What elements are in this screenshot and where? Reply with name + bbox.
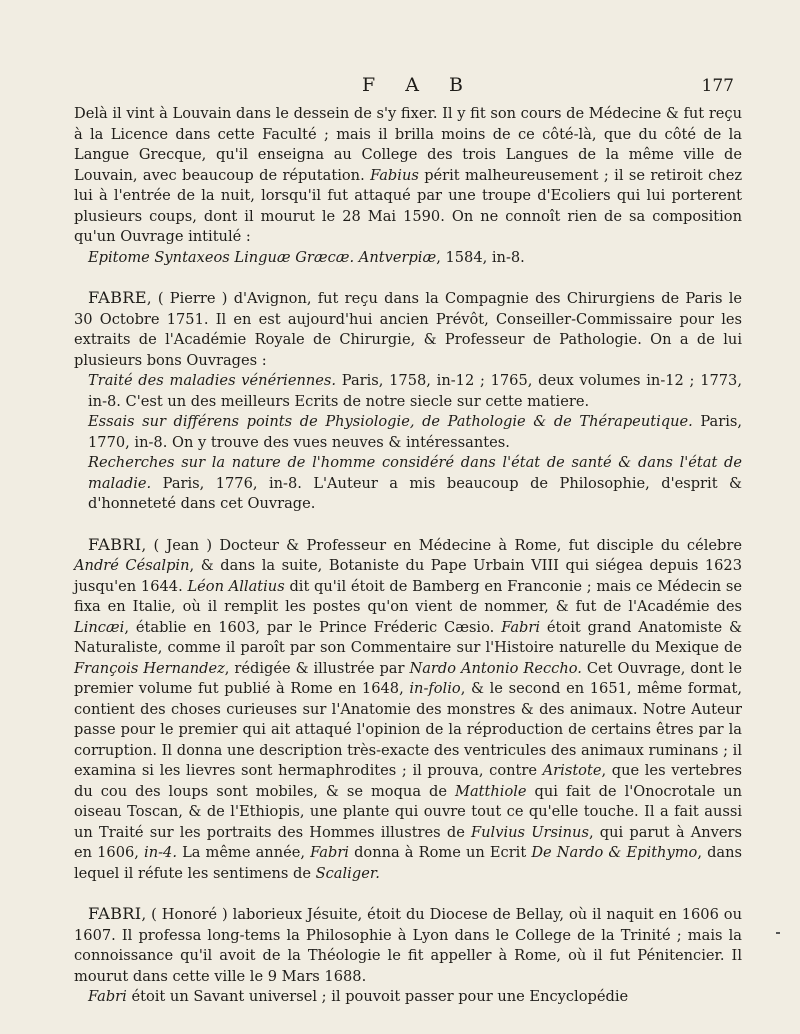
entry-text: , que les vertebres du cou des loups sont mobiles, & se moqua de xyxy=(74,762,743,800)
work-citation xyxy=(74,412,742,453)
entry-text: étoit un Savant universel ; il pouvoit passer pour une Encyclopédie xyxy=(131,988,629,1005)
italic-name: Matthiole xyxy=(455,782,527,800)
work-title: Essais sur différens points de Physiologie, de Pathologie & de Thérapeutique. xyxy=(88,413,693,430)
italic-name: Nardo Antonio Reccho. xyxy=(409,659,582,677)
italic-name: Lincæi xyxy=(74,618,125,636)
italic-name: in-folio xyxy=(409,680,461,697)
entry-fabre xyxy=(74,288,742,371)
page-header xyxy=(0,74,800,104)
entry-text: , & le second en 1651, même format, contient des choses curieuses sur l'Anatomie des monstres & des animaux. Notre Auteur passe pour le premier qui ait attaqué l'opinion de la réproduction de certains êtres par la corruption. Il donna une description très-exacte des ventricules des animaux ruminans ; il examina si les lievres sont hermaphrodites ; il prouva, contre xyxy=(74,680,742,779)
work-details: Paris, 1758, in-12 ; 1765, deux volumes in-12 ; 1773, in-8. C'est un des meilleurs Ecrits de notre siecle sur cette matiere. xyxy=(88,372,742,410)
entry-text: périt malheureusement ; il se retiroit chez lui à l'entrée de la nuit, lorsqu'il fut attaqué par une troupe d'Ecoliers qui lui porterent plusieurs coups, dont il mourut le 28 Mai 1590. On ne connoît rien de sa composition qu'un Ouvrage intitulé : xyxy=(74,166,743,245)
entry-fabri-jean xyxy=(74,535,742,885)
entry-text: , rédigée & illustrée par xyxy=(224,659,405,677)
entry-text: , ( Jean ) Docteur & Professeur en Médecine à Rome, fut disciple du célebre xyxy=(141,536,742,554)
italic-name: Fulvius Ursinus xyxy=(471,823,589,841)
work-details: , 1584, in-8. xyxy=(436,248,525,266)
italic-name: Aristote xyxy=(542,762,602,779)
entry-text: , dans lequel il réfute les sentimens de xyxy=(74,844,743,882)
entry-headword: FABRE xyxy=(88,288,147,307)
entry-text: Cet Ouvrage, dont le premier volume fut publié à Rome en 1648, xyxy=(74,659,742,697)
entry-text: , qui parut à Anvers en 1606, xyxy=(74,823,743,861)
entry-headword: FABRI xyxy=(88,904,142,923)
work-title: Traité des maladies vénériennes. xyxy=(88,372,337,389)
work-citation xyxy=(74,248,742,269)
entry-text: étoit grand Anatomiste & Naturaliste, comme il paroît par son Commentaire sur l'Histoire naturelle du Mexique de xyxy=(74,618,742,656)
entry-fabri-honore-cont xyxy=(74,987,742,1008)
entry-text: , établie en 1603, par le Prince Fréderic Cæsio. xyxy=(124,618,495,636)
work-details: Paris, 1770, in-8. On y trouve des vues neuves & intéressantes. xyxy=(88,413,742,451)
work-details: Paris, 1776, in-8. L'Auteur a mis beaucoup de Philosophie, d'esprit & d'honneteté dans cet Ouvrage. xyxy=(88,474,742,512)
work-citation xyxy=(74,453,742,515)
running-head: F A B xyxy=(362,74,475,96)
entry-text: , & dans la suite, Botaniste du Pape Urbain VIII qui siégea depuis 1623 jusqu'en 1644. xyxy=(74,557,743,595)
entry-text: , ( Pierre ) d'Avignon, fut reçu dans la Compagnie des Chirurgiens de Paris le 30 Octobre 1751. Il en est aujourd'hui ancien Prévôt, Conseiller-Commissaire pour les extraits de l'Académie Royale de Chirurgie, & Professeur de Pathologie. On a de lui plusieurs bons Ouvrages : xyxy=(74,290,742,369)
italic-name: De Nardo & Epithymo xyxy=(531,844,698,861)
italic-name: Fabri xyxy=(310,844,349,861)
italic-name: in-4. xyxy=(144,844,177,861)
work-title: Epitome Syntaxeos Linguæ Græcæ. Antverpiæ xyxy=(88,248,437,266)
text-body xyxy=(74,104,742,1008)
italic-name: André Césalpin xyxy=(74,557,190,574)
work-title: Recherches sur la nature de l'homme considéré dans l'état de santé & dans l'état de maladie. xyxy=(88,454,742,492)
entry-text: La même année, xyxy=(182,844,306,861)
entry-headword: FABRI xyxy=(88,534,142,554)
entry-text: Delà il vint à Louvain dans le dessein de s'y fixer. Il y fit son cours de Médecine & fut reçu à la Licence dans cette Faculté ; mais il brilla moins de ce côté-là, que du côté de la Langue Grecque, qu'il enseigna au College des trois Langues de la même ville de Louvain, avec beaucoup de réputation. xyxy=(74,105,742,184)
italic-name: Fabius xyxy=(370,166,419,184)
continued-entry xyxy=(74,104,742,248)
entry-text: donna à Rome un Ecrit xyxy=(354,844,527,861)
page-number: 177 xyxy=(701,76,734,96)
entry-text: qui fait de l'Onocrotale un oiseau Toscan, & de l'Ethiopis, une plante qui ouvre tout ce qu'elle touche. Il a fait aussi un Traité sur les portraits des Hommes illustres de xyxy=(74,782,742,841)
italic-name: Fabri xyxy=(501,618,541,636)
margin-mark xyxy=(776,932,780,934)
entry-text: dit qu'il étoit de Bamberg en Franconie ; mais ce Médecin se fixa en Italie, où il remplit les postes qu'on vient de nommer, & fut de l'Académie des xyxy=(74,577,743,615)
italic-name: Fabri xyxy=(88,988,127,1005)
work-citation xyxy=(74,371,742,412)
italic-name: Léon Allatius xyxy=(187,577,285,595)
italic-name: François Hernandez xyxy=(74,659,225,677)
entry-fabri-honore xyxy=(74,904,742,987)
entry-text: , ( Honoré ) laborieux Jésuite, étoit du Diocese de Bellay, où il naquit en 1606 ou 1607. Il professa long-tems la Philosophie à Lyon dans le College de la Trinité ; mais la connoissance qu'il avoit de la Théologie le fit appeller à Rome, où il fut Pénitencier. Il mourut dans cette ville le 9 Mars 1688. xyxy=(74,906,742,985)
italic-name: Scaliger. xyxy=(315,864,380,882)
